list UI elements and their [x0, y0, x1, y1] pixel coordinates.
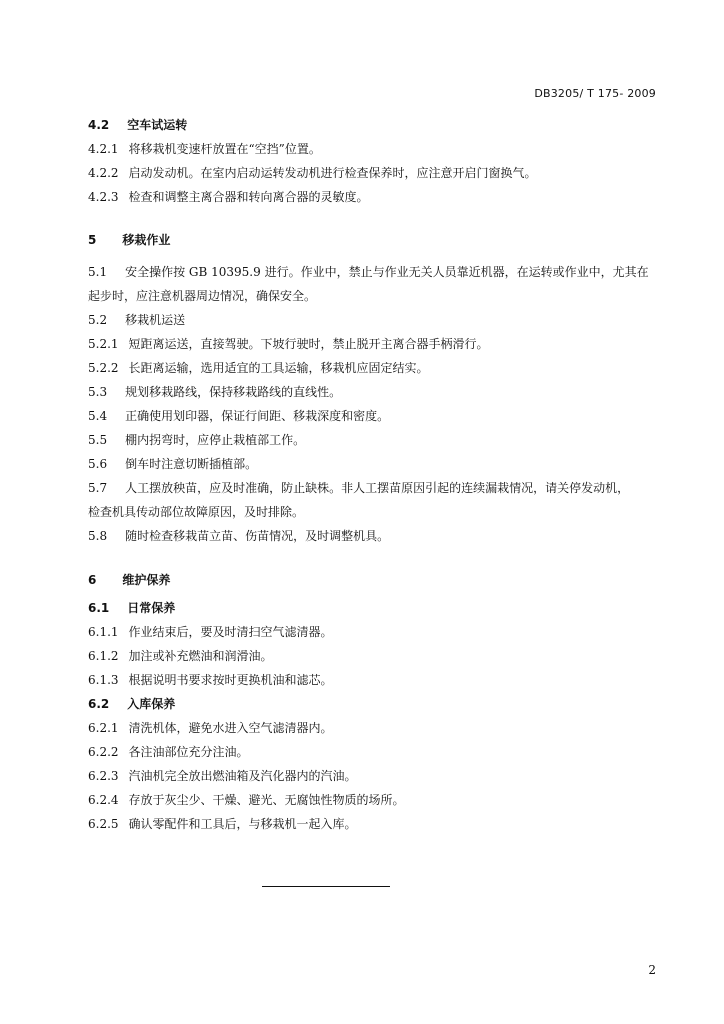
clause-text: 将移栽机变速杆放置在“空挡”位置。 — [128, 142, 321, 156]
clause-line — [88, 433, 668, 447]
clause-line — [88, 409, 668, 423]
end-rule — [262, 886, 390, 887]
clause-text: 存放于灰尘少、干燥、避光、无腐蚀性物质的场所。 — [128, 793, 405, 807]
clause-number: 6.2.4 — [88, 793, 119, 807]
clause-text: 检查机具传动部位故障原因，及时排除。 — [88, 505, 305, 519]
clause-text: 加注或补充燃油和润滑油。 — [128, 649, 273, 663]
clause-text: 确认零配件和工具后，与移栽机一起入库。 — [128, 817, 357, 831]
clause-line — [88, 142, 668, 156]
section-heading — [88, 233, 668, 247]
clause-number: 6.1 — [88, 601, 110, 615]
clause-line — [88, 289, 668, 303]
clause-text: 人工摆放秧苗，应及时准确，防止缺株。非人工摆苗原因引起的连续漏栽情况，请关停发动机， — [125, 481, 630, 495]
clause-text: 短距离运送，直接驾驶。下坡行驶时，禁止脱开主离合器手柄滑行。 — [128, 337, 489, 351]
clause-number: 5.8 — [88, 529, 108, 543]
clause-line — [88, 769, 668, 783]
clause-text: 倒车时注意切断插植部。 — [125, 457, 258, 471]
clause-text: 汽油机完全放出燃油箱及汽化器内的汽油。 — [128, 769, 357, 783]
clause-text: 检查和调整主离合器和转向离合器的灵敏度。 — [128, 190, 369, 204]
section-heading — [88, 697, 668, 711]
clause-text: 空车试运转 — [127, 118, 188, 132]
clause-text: 正确使用划印器，保证行间距、移栽深度和密度。 — [125, 409, 390, 423]
clause-line — [88, 745, 668, 759]
clause-text: 安全操作按 GB 10395.9 进行。作业中，禁止与作业无关人员靠近机器，在运转或作业中，尤其在 — [125, 265, 649, 279]
clause-number: 6.2.5 — [88, 817, 119, 831]
clause-text: 作业结束后，要及时清扫空气滤清器。 — [128, 625, 333, 639]
clause-text: 入库保养 — [127, 697, 176, 711]
clause-line — [88, 313, 668, 327]
clause-line — [88, 625, 668, 639]
clause-text: 移栽机运送 — [125, 313, 186, 327]
clause-text: 清洗机体，避免水进入空气滤清器内。 — [128, 721, 333, 735]
clause-number: 5.2 — [88, 313, 108, 327]
clause-number: 5.7 — [88, 481, 108, 495]
clause-number: 5.2.2 — [88, 361, 119, 375]
clause-number: 4.2.3 — [88, 190, 119, 204]
clause-line — [88, 721, 668, 735]
clause-number: 5.2.1 — [88, 337, 119, 351]
clause-number: 5 — [88, 233, 97, 247]
clause-line — [88, 817, 668, 831]
clause-number: 6.2.1 — [88, 721, 119, 735]
clause-number: 6.2.2 — [88, 745, 119, 759]
clause-number: 6 — [88, 573, 97, 587]
clause-text: 长距离运输，选用适宜的工具运输，移栽机应固定结实。 — [128, 361, 429, 375]
clause-text: 启动发动机。在室内启动运转发动机进行检查保养时，应注意开启门窗换气。 — [128, 166, 537, 180]
clause-number: 6.1.1 — [88, 625, 119, 639]
document-code: DB3205/ T 175- 2009 — [534, 87, 656, 100]
clause-text: 起步时，应注意机器周边情况，确保安全。 — [88, 289, 317, 303]
clause-number: 4.2 — [88, 118, 110, 132]
clause-text: 棚内拐弯时，应停止栽植部工作。 — [125, 433, 306, 447]
clause-line — [88, 793, 668, 807]
clause-line — [88, 385, 668, 399]
clause-line — [88, 481, 668, 495]
clause-text: 随时检查移栽苗立苗、伤苗情况，及时调整机具。 — [125, 529, 390, 543]
clause-number: 4.2.2 — [88, 166, 119, 180]
section-heading — [88, 601, 668, 615]
clause-line — [88, 529, 668, 543]
clause-number: 6.1.2 — [88, 649, 119, 663]
clause-number: 5.3 — [88, 385, 108, 399]
page-number: 2 — [648, 963, 656, 977]
clause-line — [88, 505, 668, 519]
clause-number: 6.1.3 — [88, 673, 119, 687]
clause-line — [88, 361, 668, 375]
clause-text: 日常保养 — [127, 601, 176, 615]
clause-line — [88, 649, 668, 663]
clause-text: 移栽作业 — [122, 233, 171, 247]
section-heading — [88, 118, 668, 132]
clause-number: 6.2 — [88, 697, 110, 711]
clause-number: 4.2.1 — [88, 142, 119, 156]
clause-text: 规划移栽路线，保持移栽路线的直线性。 — [125, 385, 342, 399]
clause-text: 各注油部位充分注油。 — [128, 745, 249, 759]
clause-number: 5.6 — [88, 457, 108, 471]
clause-text: 维护保养 — [122, 573, 171, 587]
clause-line — [88, 265, 668, 279]
clause-number: 5.5 — [88, 433, 108, 447]
clause-line — [88, 337, 668, 351]
clause-number: 5.4 — [88, 409, 108, 423]
clause-line — [88, 673, 668, 687]
clause-line — [88, 166, 668, 180]
clause-text: 根据说明书要求按时更换机油和滤芯。 — [128, 673, 333, 687]
clause-number: 6.2.3 — [88, 769, 119, 783]
clause-number: 5.1 — [88, 265, 108, 279]
section-heading — [88, 573, 668, 587]
clause-line — [88, 190, 668, 204]
clause-line — [88, 457, 668, 471]
